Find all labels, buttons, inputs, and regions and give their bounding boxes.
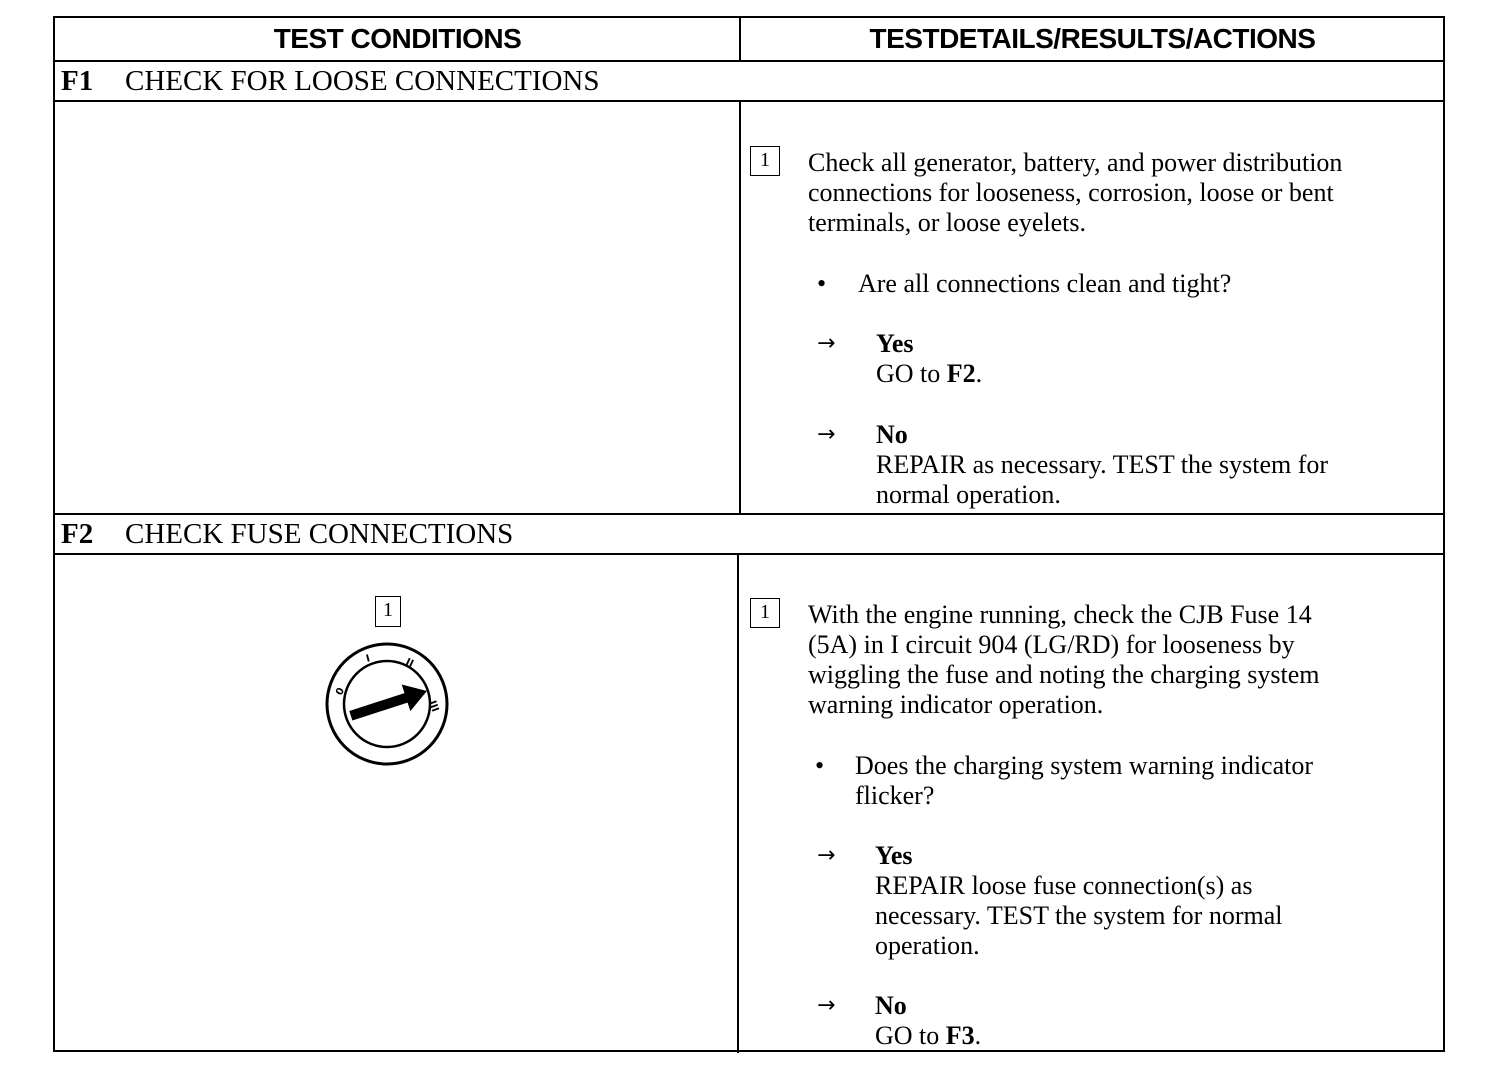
switch-position-label: III <box>426 699 441 714</box>
section-title-f1 <box>61 61 600 101</box>
step-box: 1 <box>750 598 780 628</box>
condition-step-box: 1 <box>375 596 401 627</box>
right-arrow-icon: → <box>817 331 836 356</box>
diagnostic-table <box>53 16 1445 1052</box>
section-title: CHECK FUSE CONNECTIONS <box>125 518 514 550</box>
bullet-icon: • <box>817 269 827 298</box>
right-arrow-icon: → <box>817 422 836 447</box>
step-text: Check all generator, battery, and power distribution connections for looseness, corrosion, loose or bent terminals, or loose eyelets. <box>808 148 1343 237</box>
section-title-f2 <box>61 514 513 554</box>
right-arrow-icon: → <box>817 993 836 1018</box>
ignition-switch-icon <box>323 640 451 768</box>
section-id: F1 <box>61 65 94 97</box>
divider <box>739 18 741 60</box>
yes-result: Yes GO to F2. <box>876 329 983 388</box>
question-text: Are all connections clean and tight? <box>858 269 1232 298</box>
switch-position-label: 0 <box>334 685 348 698</box>
header-test-details: TESTDETAILS/RESULTS/ACTIONS <box>869 23 1316 54</box>
switch-position-label: II <box>403 656 416 670</box>
section-id: F2 <box>61 518 94 550</box>
switch-position-label: I <box>364 653 372 665</box>
step-box: 1 <box>750 146 780 176</box>
divider <box>739 100 741 513</box>
question-text: Does the charging system warning indicator flicker? <box>855 751 1314 810</box>
yes-result: Yes REPAIR loose fuse connection(s) as necessary. TEST the system for normal operation. <box>875 841 1283 960</box>
section-title: CHECK FOR LOOSE CONNECTIONS <box>125 65 600 97</box>
step-text: With the engine running, check the CJB Fuse 14 (5A) in I circuit 904 (LG/RD) for looseness by wiggling the fuse and noting the charging system warning indicator operation. <box>808 600 1320 719</box>
header-test-conditions: TEST CONDITIONS <box>273 23 522 54</box>
no-result: No REPAIR as necessary. TEST the system for normal operation. <box>876 420 1329 509</box>
divider <box>737 553 739 1053</box>
key-pointer <box>347 678 432 729</box>
bullet-icon: • <box>815 751 825 780</box>
no-result: No GO to F3. <box>875 991 982 1050</box>
right-arrow-icon: → <box>817 843 836 868</box>
